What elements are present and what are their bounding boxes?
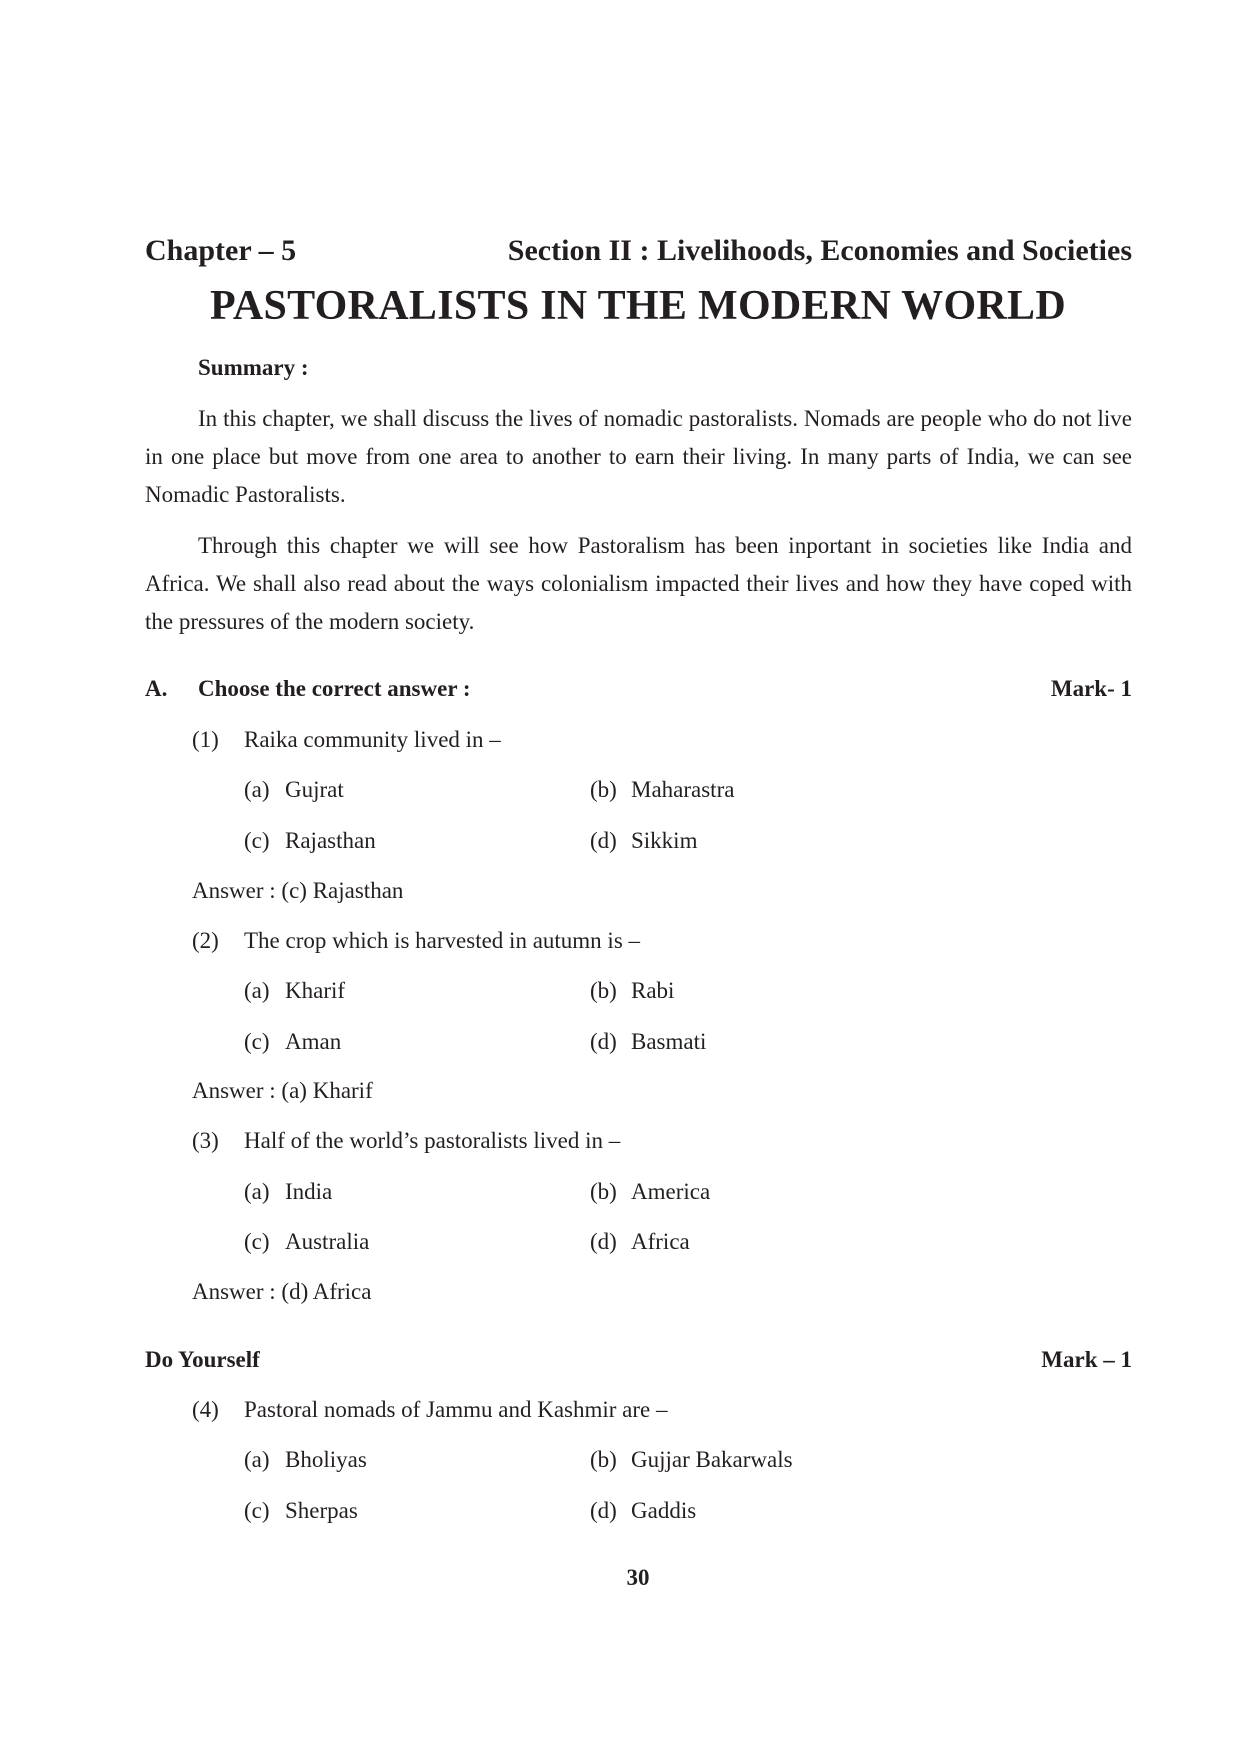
- option-b: [590, 777, 734, 803]
- option-a: [244, 1447, 367, 1473]
- option-letter: (d): [590, 1229, 617, 1254]
- summary-paragraph-1: In this chapter, we shall discuss the lives of nomadic pastoralists. Nomads are people who do not live in one place but move from one area to another to earn their living. In many parts of India, we can see Nomadic Pastoralists.: [145, 406, 1132, 507]
- section-a-letter: A.: [145, 676, 168, 701]
- option-text: Basmati: [631, 1029, 707, 1054]
- summary-heading: Summary :: [198, 355, 309, 380]
- question-2: [192, 928, 640, 954]
- chapter-label: Chapter – 5: [145, 234, 297, 267]
- option-text: Rabi: [631, 978, 675, 1003]
- option-text: Australia: [285, 1229, 370, 1254]
- question-text: The crop which is harvested in autumn is –: [244, 928, 641, 953]
- option-c: [244, 828, 376, 854]
- option-letter: (b): [590, 1179, 617, 1204]
- option-text: Gaddis: [631, 1498, 697, 1523]
- option-c: [244, 1229, 369, 1255]
- option-letter: (b): [590, 978, 617, 1003]
- option-b: [590, 1447, 793, 1473]
- question-number: (2): [192, 928, 219, 953]
- question-4: [192, 1397, 668, 1423]
- option-d: [590, 1229, 690, 1255]
- option-text: India: [285, 1179, 333, 1204]
- section-a-label: Choose the correct answer :: [198, 676, 471, 701]
- question-number: (3): [192, 1128, 219, 1153]
- option-text: Sikkim: [631, 828, 698, 853]
- option-text: Gujjar Bakarwals: [631, 1447, 793, 1472]
- option-letter: (b): [590, 1447, 617, 1472]
- summary-paragraph-2: Through this chapter we will see how Pastoralism has been inportant in societies like India and Africa. We shall also read about the ways colonialism impacted their lives and how they have coped with the pressures of the modern society.: [145, 533, 1132, 634]
- option-letter: (d): [590, 1029, 617, 1054]
- answer-1: Answer : (c) Rajasthan: [192, 878, 404, 903]
- option-letter: (c): [244, 1229, 270, 1254]
- option-letter: (a): [244, 1447, 270, 1472]
- option-c: [244, 1029, 341, 1055]
- option-text: Rajasthan: [285, 828, 376, 853]
- option-text: Maharastra: [631, 777, 735, 802]
- option-letter: (a): [244, 978, 270, 1003]
- option-b: [590, 1179, 710, 1205]
- option-letter: (c): [244, 1498, 270, 1523]
- question-text: Half of the world’s pastoralists lived in –: [244, 1128, 621, 1153]
- option-b: [590, 978, 674, 1004]
- question-text: Raika community lived in –: [244, 727, 501, 752]
- question-number: (4): [192, 1397, 219, 1422]
- option-text: America: [631, 1179, 711, 1204]
- option-text: Africa: [631, 1229, 690, 1254]
- do-yourself-mark: Mark – 1: [1041, 1347, 1132, 1372]
- option-a: [244, 1179, 332, 1205]
- option-d: [590, 1029, 706, 1055]
- option-text: Aman: [285, 1029, 342, 1054]
- page-number: 30: [626, 1565, 650, 1590]
- question-3: [192, 1128, 620, 1154]
- page-title: PASTORALISTS IN THE MODERN WORLD: [209, 283, 1067, 329]
- option-d: [590, 1498, 696, 1524]
- question-number: (1): [192, 727, 219, 752]
- option-letter: (a): [244, 777, 270, 802]
- option-letter: (c): [244, 1029, 270, 1054]
- option-letter: (c): [244, 828, 270, 853]
- section-a-mark: Mark- 1: [1050, 676, 1132, 701]
- option-c: [244, 1498, 358, 1524]
- question-text: Pastoral nomads of Jammu and Kashmir are –: [244, 1397, 668, 1422]
- option-text: Kharif: [285, 978, 346, 1003]
- answer-2: Answer : (a) Kharif: [192, 1078, 373, 1103]
- question-1: [192, 727, 501, 753]
- option-letter: (d): [590, 828, 617, 853]
- option-text: Gujrat: [285, 777, 344, 802]
- option-a: [244, 978, 345, 1004]
- option-a: [244, 777, 344, 803]
- answer-3: Answer : (d) Africa: [192, 1279, 372, 1304]
- do-yourself-label: Do Yourself: [145, 1347, 260, 1372]
- option-d: [590, 828, 697, 854]
- section-label: Section II : Livelihoods, Economies and Societies: [507, 234, 1132, 267]
- option-letter: (a): [244, 1179, 270, 1204]
- option-text: Bholiyas: [285, 1447, 367, 1472]
- option-letter: (d): [590, 1498, 617, 1523]
- option-text: Sherpas: [285, 1498, 358, 1523]
- option-letter: (b): [590, 777, 617, 802]
